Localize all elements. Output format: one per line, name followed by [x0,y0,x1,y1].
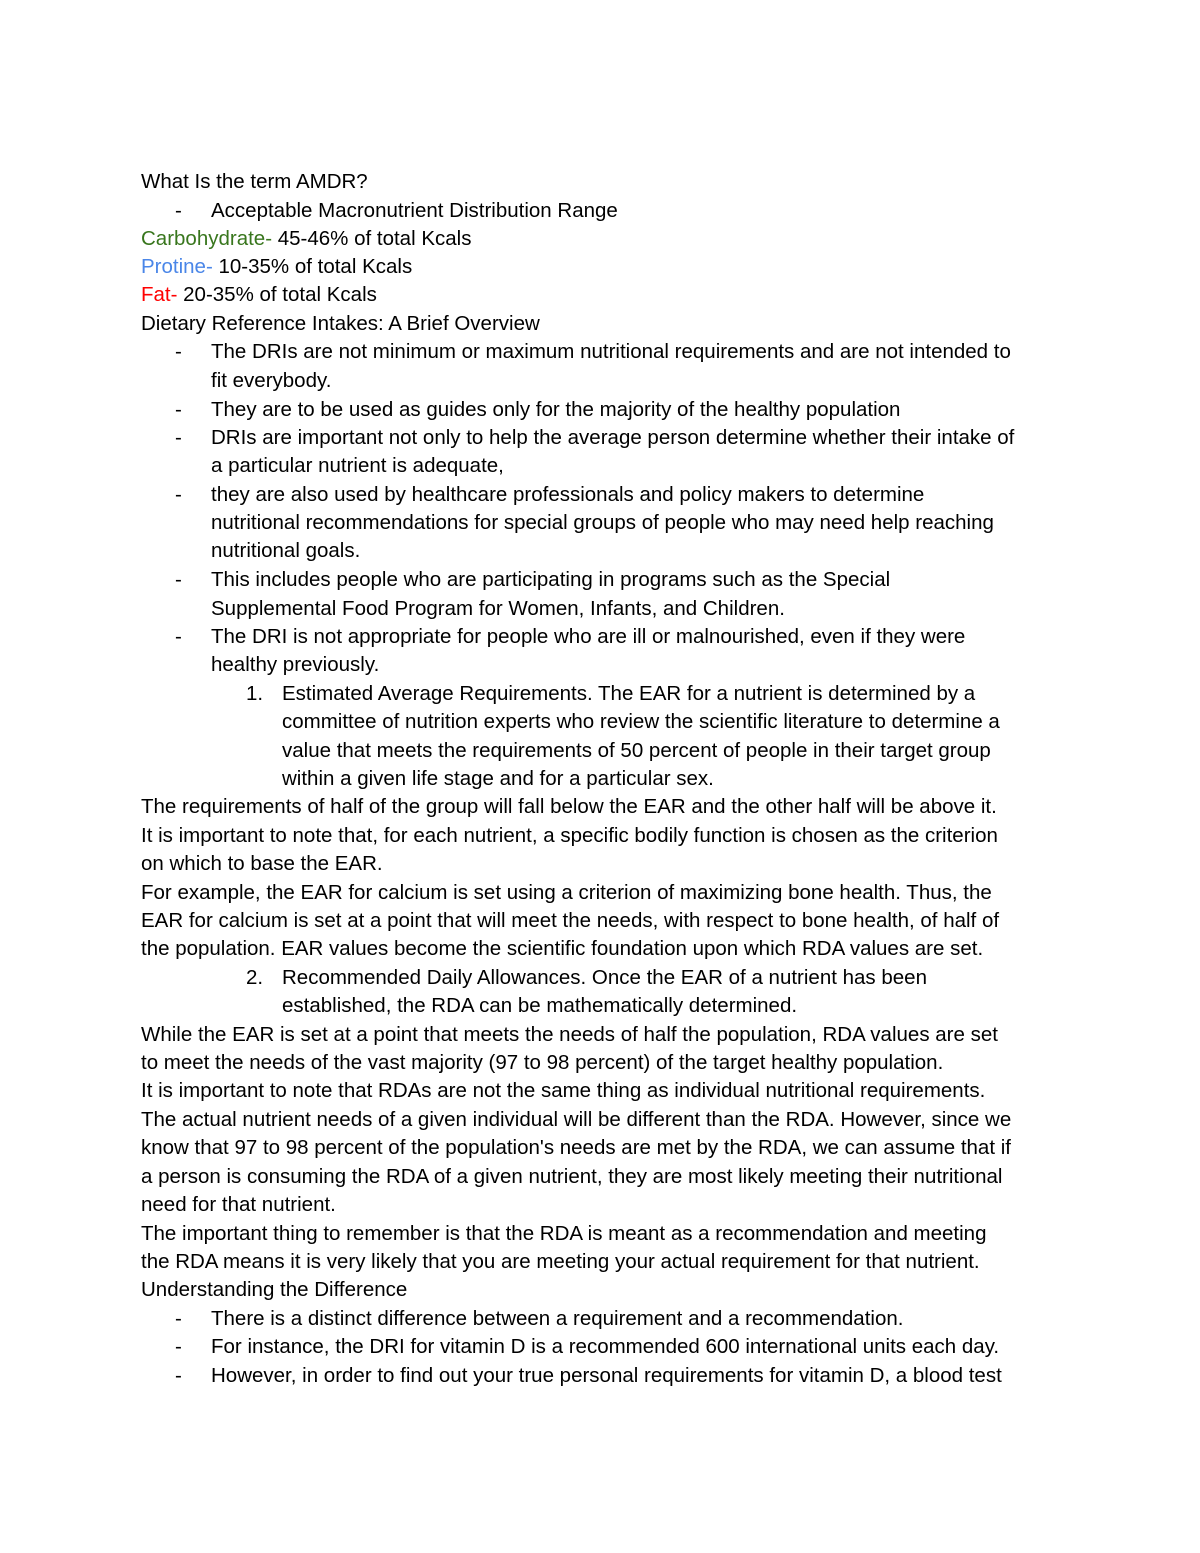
paragraph-line: know that 97 to 98 percent of the population's needs are met by the RDA, we can assume that if [141,1136,1011,1159]
carb-value: 45-46% of total Kcals [272,227,472,250]
diff-heading: Understanding the Difference [141,1278,408,1301]
paragraph-line: the RDA means it is very likely that you are meeting your actual requirement for that nutrient. [141,1250,980,1273]
paragraph-line: the population. EAR values become the scientific foundation upon which RDA values are set. [141,937,984,960]
dri-bullet-text: nutritional recommendations for special groups of people who may need help reaching [211,511,994,534]
paragraph-line: on which to base the EAR. [141,852,383,875]
list-number: 1. [246,682,264,705]
amdr-definition: Acceptable Macronutrient Distribution Range [211,199,618,222]
heading-amdr: What Is the term AMDR? [141,170,368,193]
protein-value: 10-35% of total Kcals [212,255,413,278]
paragraph-line: EAR for calcium is set at a point that will meet the needs, with respect to bone health, of half of [141,909,1000,932]
numbered-item-text: value that meets the requirements of 50 percent of people in their target group [282,739,991,762]
bullet-marker: - [175,625,182,648]
bullet-marker: - [175,568,182,591]
bullet-marker: - [175,340,182,363]
dri-bullet-text: healthy previously. [211,653,380,676]
paragraph-line: It is important to note that, for each nutrient, a specific bodily function is chosen as the criterion [141,824,998,847]
paragraph-line: The actual nutrient needs of a given individual will be different than the RDA. However, since we [141,1108,1012,1131]
bullet-marker: - [175,426,182,449]
bullet-marker: - [175,199,182,222]
bullet-marker: - [175,1335,182,1358]
paragraph-line: For example, the EAR for calcium is set using a criterion of maximizing bone health. Thus, the [141,881,992,904]
fat-value: 20-35% of total Kcals [177,283,377,306]
dri-bullet-text: nutritional goals. [211,539,361,562]
paragraph-line: It is important to note that RDAs are not the same thing as individual nutritional requirements. [141,1079,986,1102]
bullet-marker: - [175,398,182,421]
dri-bullet-text: The DRIs are not minimum or maximum nutritional requirements and are not intended to [211,340,1011,363]
diff-bullet-text: For instance, the DRI for vitamin D is a recommended 600 international units each day. [211,1335,1000,1358]
dri-bullet-text: fit everybody. [211,369,332,392]
numbered-item-text: established, the RDA can be mathematically determined. [282,994,798,1017]
dri-bullet-text: They are to be used as guides only for the majority of the healthy population [211,398,901,421]
paragraph-line: a person is consuming the RDA of a given nutrient, they are most likely meeting their nutritional [141,1165,1003,1188]
diff-bullet-text: There is a distinct difference between a requirement and a recommendation. [211,1307,904,1330]
bullet-marker: - [175,1364,182,1387]
dri-bullet-text: a particular nutrient is adequate, [211,454,504,477]
dri-bullet-text: they are also used by healthcare professionals and policy makers to determine [211,483,925,506]
list-number: 2. [246,966,264,989]
numbered-item-text: committee of nutrition experts who review the scientific literature to determine a [282,710,1000,733]
numbered-item-text: Estimated Average Requirements. The EAR for a nutrient is determined by a [282,682,976,705]
paragraph-line: need for that nutrient. [141,1193,336,1216]
dri-bullet-text: The DRI is not appropriate for people who are ill or malnourished, even if they were [211,625,966,648]
paragraph-line: The requirements of half of the group will fall below the EAR and the other half will be above it. [141,795,997,818]
bullet-marker: - [175,483,182,506]
macro-fat [141,281,377,309]
diff-bullet-text: However, in order to find out your true personal requirements for vitamin D, a blood test [211,1364,1002,1387]
dri-heading: Dietary Reference Intakes: A Brief Overview [141,312,540,335]
paragraph-line: The important thing to remember is that the RDA is meant as a recommendation and meeting [141,1222,987,1245]
dri-bullet-text: Supplemental Food Program for Women, Infants, and Children. [211,597,785,620]
numbered-item-text: Recommended Daily Allowances. Once the EAR of a nutrient has been [282,966,927,989]
fat-label: Fat- [141,283,178,306]
dri-bullet-text: DRIs are important not only to help the average person determine whether their intake of [211,426,1015,449]
numbered-item-text: within a given life stage and for a particular sex. [282,767,714,790]
dri-bullet-text: This includes people who are participating in programs such as the Special [211,568,891,591]
paragraph-line: While the EAR is set at a point that meets the needs of half the population, RDA values are set [141,1023,998,1046]
paragraph-line: to meet the needs of the vast majority (97 to 98 percent) of the target healthy population. [141,1051,944,1074]
carb-label: Carbohydrate- [141,227,273,250]
protein-label: Protine- [141,255,213,278]
macro-protein [141,253,412,281]
bullet-marker: - [175,1307,182,1330]
macro-carbohydrate [141,225,471,253]
